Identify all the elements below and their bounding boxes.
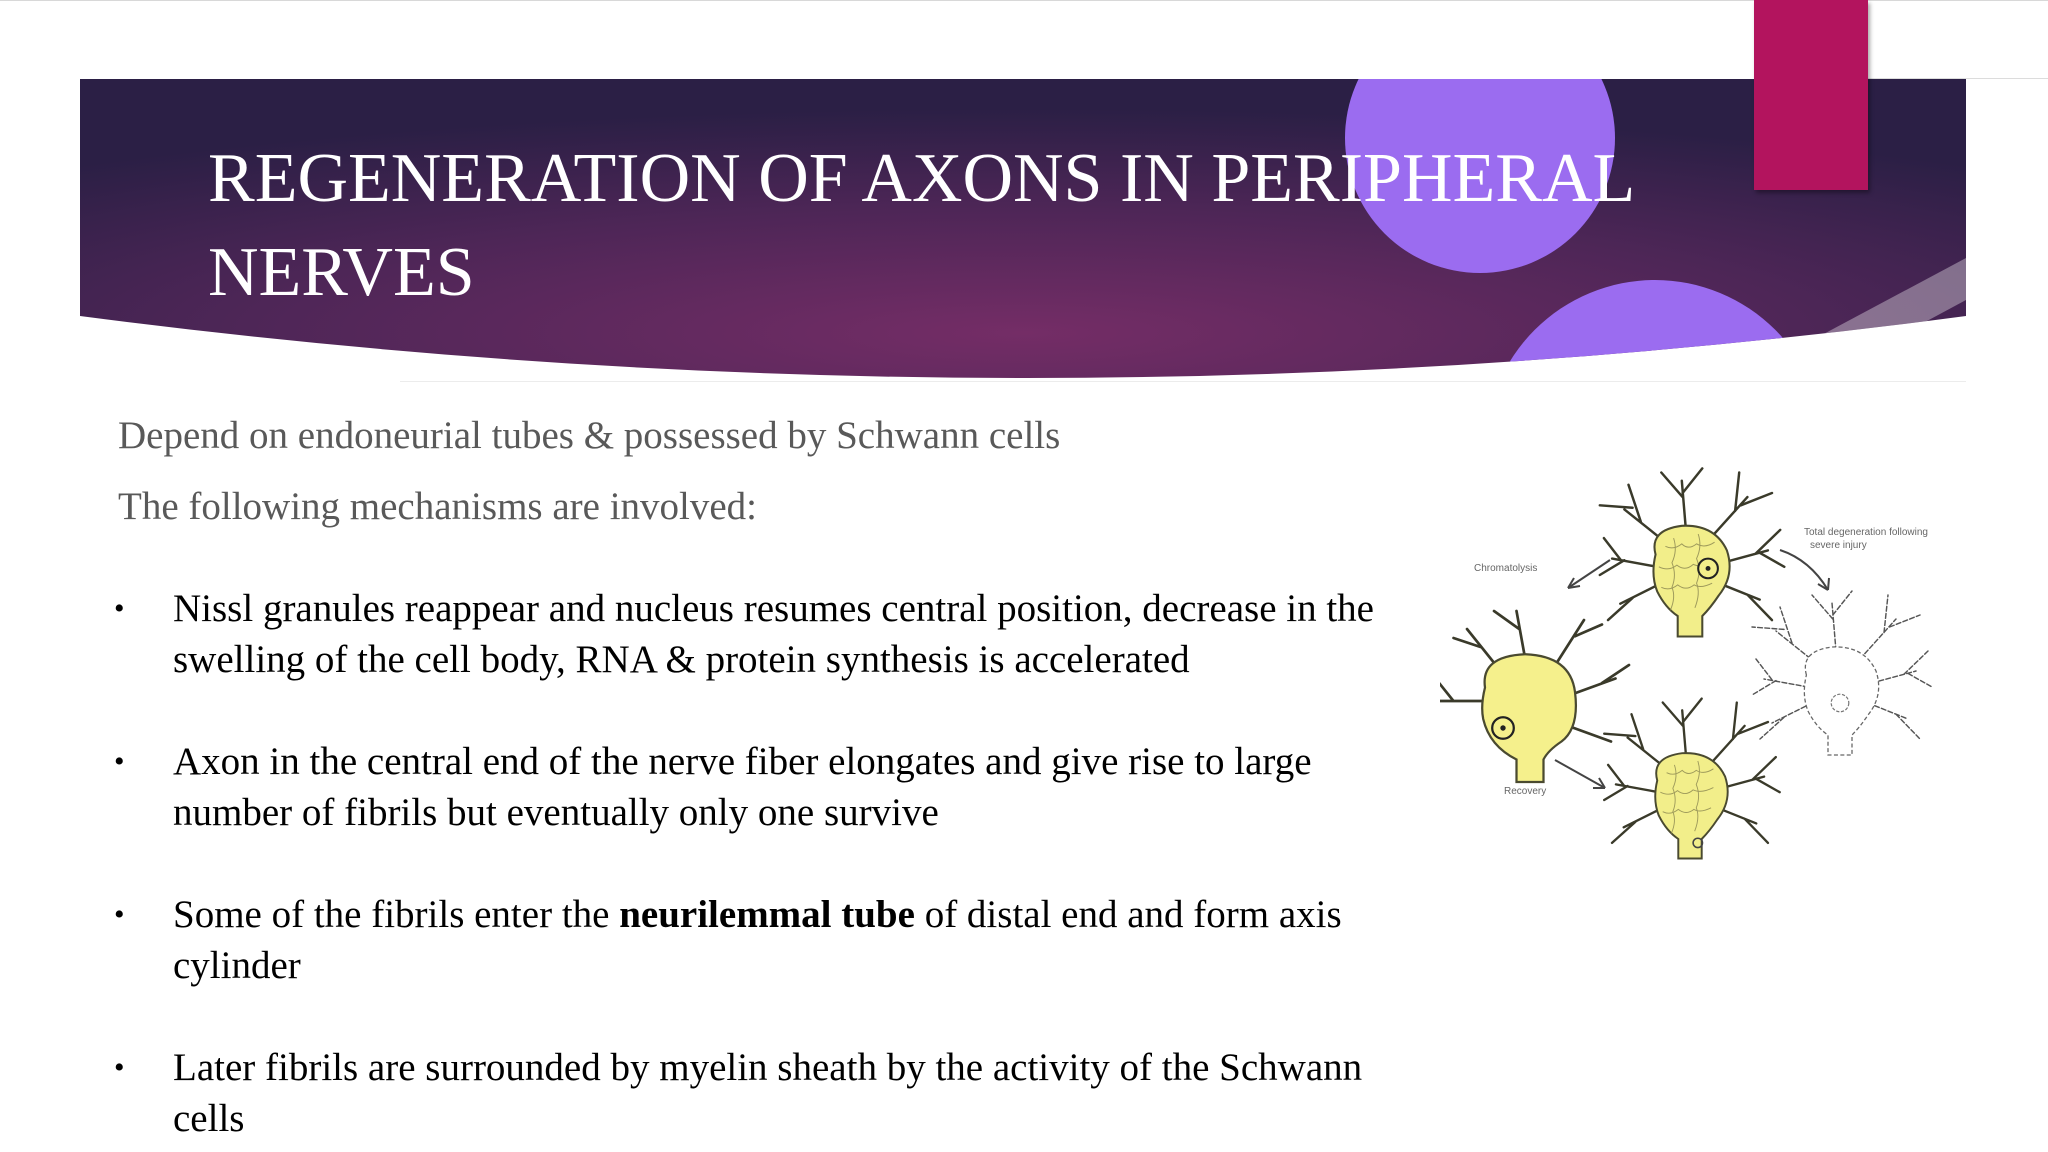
neuron-chromatolysis xyxy=(1440,611,1629,782)
bullet-text-end: of distal end and form axis cylinder xyxy=(173,893,1342,987)
arrow-to-recovery xyxy=(1555,760,1605,788)
bullet-icon: • xyxy=(114,898,125,931)
neuron-normal xyxy=(1600,468,1785,636)
bullet-text: Later fibrils are surrounded by myelin sheath by the activity of the Schwann cells xyxy=(173,1046,1363,1140)
bullet-item xyxy=(114,889,1414,991)
bullet-icon: • xyxy=(114,1051,125,1084)
label-recovery: Recovery xyxy=(1504,786,1547,797)
slide-title: REGENERATION OF AXONS IN PERIPHERAL NERVES xyxy=(208,140,1633,311)
bullet-text-start: Some of the fibrils enter the xyxy=(173,893,620,936)
intro-line-1: Depend on endoneurial tubes & possessed by Schwann cells xyxy=(118,414,1061,457)
bullet-item xyxy=(114,583,1414,685)
intro-line-2: The following mechanisms are involved: xyxy=(118,485,758,528)
neuron-degenerated xyxy=(1752,591,1932,755)
bullet-item xyxy=(114,1042,1414,1144)
bullet-list xyxy=(114,583,1414,1144)
banner-divider xyxy=(400,381,1966,382)
bullet-item xyxy=(114,736,1414,838)
label-total-degeneration-1: Total degeneration following xyxy=(1804,527,1928,538)
neuron-diagram xyxy=(1440,440,1960,910)
bullet-icon: • xyxy=(114,592,125,625)
bullet-text: Nissl granules reappear and nucleus resumes central position, decrease in the swelling of the cell body, RNA & protein synthesis is accelerated xyxy=(173,587,1374,681)
bold-term: neurilemmal tube xyxy=(619,893,915,936)
label-total-degeneration-2: severe injury xyxy=(1810,540,1867,551)
arrow-to-degeneration xyxy=(1780,550,1828,590)
bullet-text: Axon in the central end of the nerve fiber elongates and give rise to large number of fibrils but eventually only one survive xyxy=(173,740,1312,834)
bullet-icon: • xyxy=(114,745,125,778)
neuron-recovery xyxy=(1604,699,1780,859)
label-chromatolysis: Chromatolysis xyxy=(1474,563,1538,574)
